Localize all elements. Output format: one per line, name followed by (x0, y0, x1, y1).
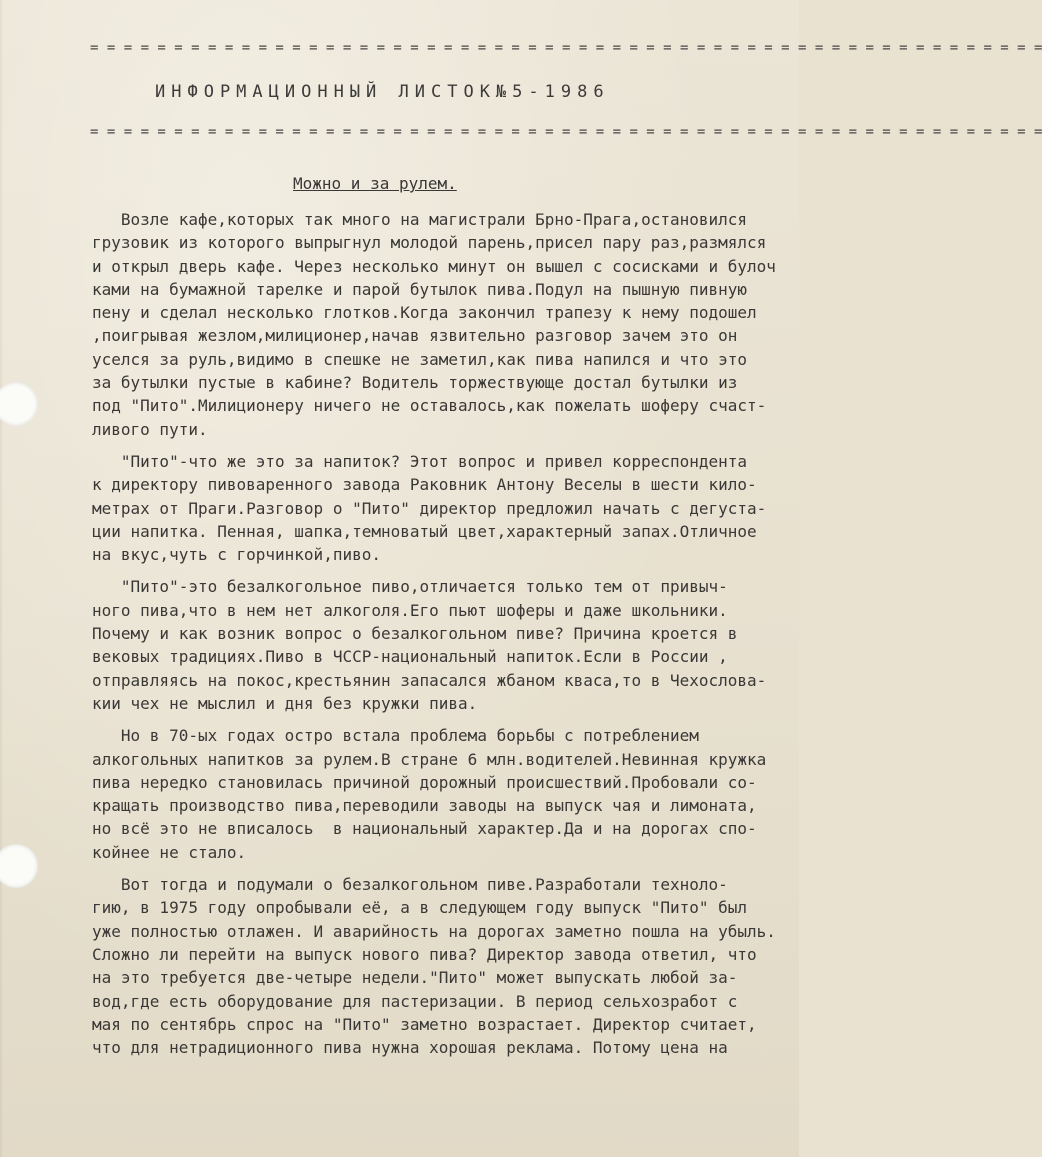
text-line: на вкус,чуть с горчинкой,пиво. (92, 545, 381, 565)
page-crease (0, 0, 3, 1157)
article-title: Можно и за рулем. (293, 174, 457, 193)
text-line: койнее не стало. (92, 842, 247, 862)
document-heading: ИНФОРМАЦИОННЫЙ ЛИСТОК№5-1986 (155, 82, 610, 102)
paragraph (92, 724, 798, 864)
text-line: кии чех не мыслил и дня без кружки пива. (92, 693, 478, 713)
text-line: Сложно ли перейти на выпуск нового пива? Директор завода ответил, что (92, 944, 757, 964)
paragraph (92, 450, 798, 566)
text-line: вод,где есть оборудование для пастеризации. В период сельхозработ с (92, 991, 738, 1011)
text-line: метрах от Праги.Разговор о "Пито" директор предложил начать с дегуста- (92, 498, 767, 518)
text-line: Возле кафе,которых так много на магистрали Брно-Прага,остановился (92, 210, 748, 229)
text-line: алкогольных напитков за рулем.В стране 6 млн.водителей.Невинная кружка (92, 749, 767, 769)
text-line: Вот тогда и подумали о безалкогольном пиве.Разработали техноло- (92, 875, 728, 895)
text-line: вековых традициях.Пиво в ЧССР-национальный напиток.Если в России , (92, 647, 728, 667)
text-line: грузовик из которого выпрыгнул молодой парень,присел пару раз,размялся (92, 233, 767, 253)
text-line: кращать производство пива,переводили заводы на выпуск чая и лимоната, (92, 796, 757, 816)
text-line: отправляясь на покос,крестьянин запасался жбаном кваса,то в Чехослова- (92, 670, 767, 690)
text-line: на это требуется две-четыре недели."Пито" может выпускать любой за- (92, 968, 738, 988)
text-line: уже полностью отлажен. И аварийность на дорогах заметно пошла на убыль. (92, 921, 776, 941)
text-line: ливого пути. (92, 419, 208, 439)
text-line: ,поигрывая жезлом,милиционер,начав язвительно разговор зачем это он (92, 326, 738, 346)
text-line: мая по сентябрь спрос на "Пито" заметно возрастает. Директор считает, (92, 1014, 757, 1034)
text-line: гию, в 1975 году опробывали её, а в следующем году выпуск "Пито" был (92, 898, 748, 918)
text-line: пену и сделал несколько глотков.Когда закончил трапезу к нему подошел (92, 303, 757, 323)
text-line: "Пито"-что же это за напиток? Этот вопрос и привел корреспондента (92, 451, 748, 471)
text-line: ного пива,что в нем нет алкоголя.Его пьют шоферы и даже школьники. (92, 600, 728, 620)
text-line: ками на бумажной тарелке и парой бутылок пива.Подул на пышную пивную (92, 279, 748, 299)
paragraph (92, 575, 798, 715)
text-line: под "Пито".Милиционеру ничего не оставалось,как пожелать шоферу счаст- (92, 396, 767, 416)
text-line: "Пито"-это безалкогольное пиво,отличается только тем от привыч- (92, 577, 728, 597)
text-line: за бутылки пустые в кабине? Водитель торжествующе достал бутылки из (92, 373, 738, 393)
punch-hole-bottom (0, 844, 38, 888)
paragraph (92, 873, 798, 1059)
text-line: но всё это не вписалось в национальный характер.Да и на дорогах спо- (92, 819, 757, 839)
text-line: ции напитка. Пенная, шапка,темноватый цвет,характерный запах.Отличное (92, 521, 757, 541)
text-line: что для нетрадиционного пива нужна хорошая реклама. Потому цена на (92, 1038, 728, 1058)
text-line: уселся за руль,видимо в спешке не заметил,как пива напился и что это (92, 349, 748, 369)
text-line: и открыл дверь кафе. Через несколько минут он вышел с сосисками и булоч (92, 256, 776, 276)
text-line: к директору пивоваренного завода Раковник Антону Веселы в шести кило- (92, 475, 757, 495)
text-line: Почему и как возник вопрос о безалкогольном пиве? Причина кроется в (92, 624, 738, 644)
heading-double-rule: = = = = = = = = = = = = = = = = = = = = = = = = = = = = = = = = = = = = = = = = = = = = = = = = = = = = = = = = = (90, 124, 1042, 140)
text-line: Но в 70-ых годах остро встала проблема борьбы с потреблением (92, 726, 699, 746)
paragraph (92, 208, 798, 441)
punch-hole-top (0, 382, 38, 426)
article-body (92, 208, 798, 1068)
text-line: пива нередко становилась причиной дорожный происшествий.Пробовали со- (92, 772, 757, 792)
top-double-rule: = = = = = = = = = = = = = = = = = = = = = = = = = = = = = = = = = = = = = = = = = = = = = = = = = = = = = = = = = (90, 40, 1042, 56)
